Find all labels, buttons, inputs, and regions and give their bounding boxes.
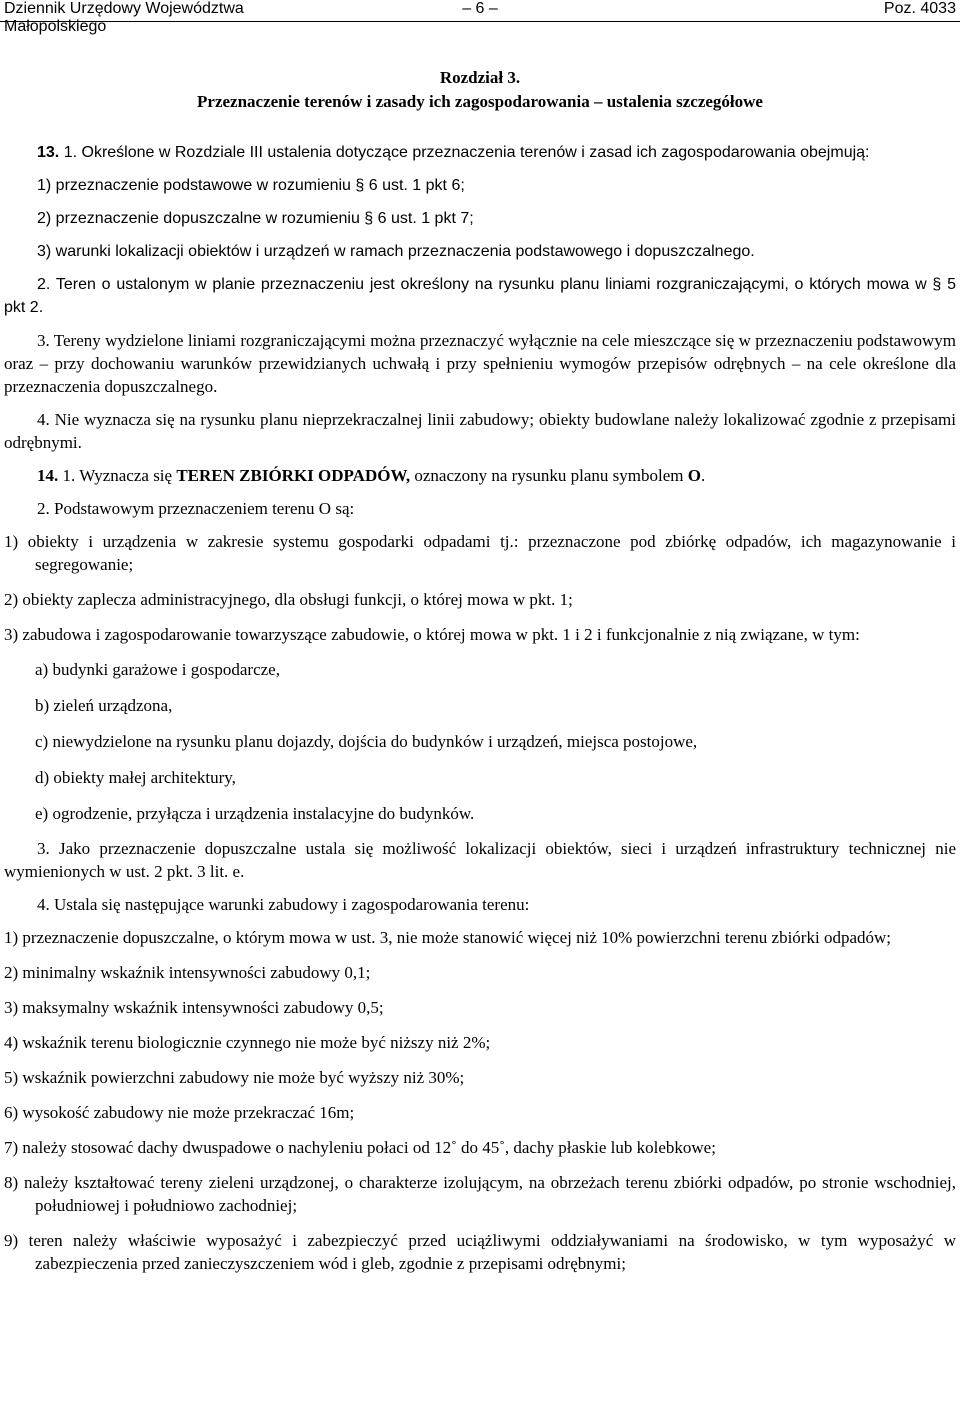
list-item: 5) wskaźnik powierzchni zabudowy nie może być wyższy niż 30%; (4, 1068, 465, 1087)
section-14-para-3: 3. Jako przeznaczenie dopuszczalne ustala się możliwość lokalizacji obiektów, sieci i urządzeń infrastruktury technicznej nie wymienionych w ust. 2 pkt. 3 lit. e. (4, 839, 956, 881)
sub-list-item: c) niewydzielone na rysunku planu dojazdy, dojścia do budynków i urządzeń, miejsca postojowe, (35, 732, 698, 751)
list-item: 1) przeznaczenie podstawowe w rozumieniu § 6 ust. 1 pkt 6; (37, 177, 465, 194)
position-number: Poz. 4033 (883, 0, 956, 17)
list-item: 4) wskaźnik terenu biologicznie czynnego nie może być niższy niż 2%; (4, 1033, 491, 1052)
list-item: 1) obiekty i urządzenia w zakresie systemu gospodarki odpadami tj.: przeznaczone pod zbiórkę odpadów, ich magazynowanie i segregowanie; (4, 532, 956, 574)
list-item: 8) należy kształtować tereny zieleni urządzonej, o charakterze izolującym, na obrzeżach terenu zbiórki odpadów, po stronie wschodniej, południowej i południowo zachodniej; (4, 1173, 956, 1215)
sub-list-item: b) zieleń urządzona, (35, 696, 173, 715)
list-item: 7) należy stosować dachy dwuspadowe o nachyleniu połaci od 12˚ do 45˚, dachy płaskie lub kolebkowe; (4, 1138, 716, 1157)
list-item: 1) przeznaczenie dopuszczalne, o którym mowa w ust. 3, nie może stanowić więcej niż 10% powierzchni terenu zbiórki odpadów; (4, 928, 891, 947)
list-item: 2) przeznaczenie dopuszczalne w rozumieniu § 6 ust. 1 pkt 7; (37, 210, 474, 227)
section-14-para-1: 14. 1. Wyznacza się TEREN ZBIÓRKI ODPADÓW, oznaczony na rysunku planu symbolem O. (37, 466, 706, 485)
list-item: 3) warunki lokalizacji obiektów i urządzeń w ramach przeznaczenia podstawowego i dopuszczalnego. (37, 243, 755, 260)
list-item: 9) teren należy właściwie wyposażyć i zabezpieczyć przed uciążliwymi oddziaływaniami na środowisko, w tym wyposażyć w zabezpieczenia przed zanieczyszczeniem wód i gleb, zgodnie z przepisami odrębnymi; (4, 1231, 956, 1273)
section-13-para-1: 13. 1. Określone w Rozdziale III ustalenia dotyczące przeznaczenia terenów i zasad ich zagospodarowania obejmują: (37, 144, 870, 161)
zone-symbol: O (687, 466, 701, 485)
section-13-para-3: 3. Tereny wydzielone liniami rozgraniczającymi można przeznaczyć wyłącznie na cele mieszczące się w przeznaczeniu podstawowym oraz – przy dochowaniu warunków przewidzianych uchwałą i przy spełnieniu wymogów przepisów odrębnych – na cele określone dla przeznaczenia dopuszczalnego. (4, 331, 956, 396)
chapter-number: Rozdział 3. (439, 68, 521, 87)
zone-name: TEREN ZBIÓRKI ODPADÓW, (176, 466, 411, 485)
page-number: – 6 – (462, 0, 498, 17)
sub-list-item: e) ogrodzenie, przyłącza i urządzenia instalacyjne do budynków. (35, 804, 475, 823)
section-14-para-2: 2. Podstawowym przeznaczeniem terenu O są: (37, 499, 355, 518)
list-item: 2) obiekty zaplecza administracyjnego, dla obsługi funkcji, o której mowa w pkt. 1; (4, 590, 573, 609)
page-header (0, 0, 960, 35)
list-item: 2) minimalny wskaźnik intensywności zabudowy 0,1; (4, 963, 371, 982)
chapter-title: Przeznaczenie terenów i zasady ich zagospodarowania – ustalenia szczegółowe (197, 92, 763, 111)
section-13-para-2: 2. Teren o ustalonym w planie przeznaczeniu jest określony na rysunku planu liniami rozgraniczającymi, o których mowa w § 5 pkt 2. (4, 276, 956, 316)
sub-list-item: a) budynki garażowe i gospodarcze, (35, 660, 280, 679)
sub-list-item: d) obiekty małej architektury, (35, 768, 236, 787)
list-item: 3) maksymalny wskaźnik intensywności zabudowy 0,5; (4, 998, 384, 1017)
journal-title: Dziennik Urzędowy Województwa Małopolskiego (4, 0, 244, 35)
section-14-para-4: 4. Ustala się następujące warunki zabudowy i zagospodarowania terenu: (37, 895, 530, 914)
section-number: 14. (37, 466, 59, 485)
chapter-heading (4, 66, 956, 114)
section-number: 13. (37, 144, 60, 161)
list-item: 6) wysokość zabudowy nie może przekraczać 16m; (4, 1103, 355, 1122)
list-item: 3) zabudowa i zagospodarowanie towarzyszące zabudowie, o której mowa w pkt. 1 i 2 i funkcjonalnie z nią związane, w tym: (4, 625, 860, 644)
section-13-para-4: 4. Nie wyznacza się na rysunku planu nieprzekraczalnej linii zabudowy; obiekty budowlane należy lokalizować zgodnie z przepisami odrębnymi. (4, 410, 956, 452)
